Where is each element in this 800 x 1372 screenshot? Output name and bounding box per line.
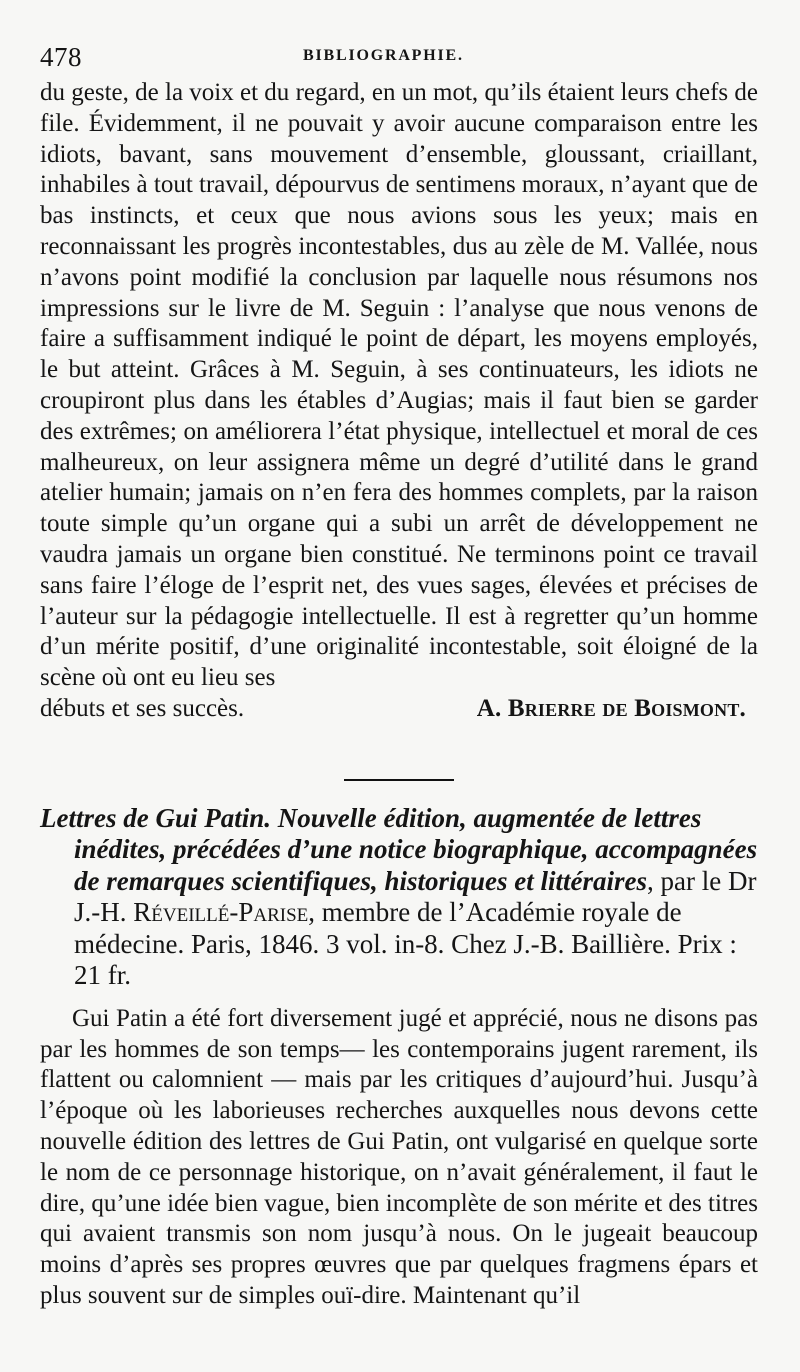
review-heading (40, 803, 758, 992)
review-title: Lettres de Gui Patin. Nouvelle édition, augmentée de lettres inédites, précédées d’une notice biographique, accompagnées de remarques scientifiques, historiques et littéraires (40, 802, 758, 896)
review-by-prefix: , par le Dr J.-H. (74, 865, 757, 928)
page-header (40, 34, 758, 78)
review-details: , membre de l’Académie royale de médecine. Paris, 1846. 3 vol. in-8. Chez J.-B. Baillière. Prix : 21 fr. (74, 897, 737, 991)
section-separator (344, 779, 454, 781)
page-number: 478 (40, 42, 82, 72)
article-signature-line (40, 694, 758, 725)
article-closing-words: débuts et ses succès. (40, 694, 245, 722)
review-author: Réveillé-Parise (133, 897, 309, 928)
continued-paragraph: du geste, de la voix et du regard, en un mot, qu’ils étaient leurs chefs de file. Évidemment, il ne pouvait y avoir aucune comparaison entre les idiots, bavant, sans mouvement d’ensemble, gloussant, criaillant, inhabiles à tout travail, dépourvus de sentimens moraux, n’ayant que de bas instincts, et ceux que nous avions sous les yeux; mais en reconnaissant les progrès incontestables, dus au zèle de M. Vallée, nous n’avons point modifié la conclusion par laquelle nous résumons nos impressions sur le livre de M. Seguin : l’analyse que nous venons de faire a suffisamment indiqué le point de départ, les moyens employés, le but atteint. Grâces à M. Seguin, à ses continuateurs, les idiots ne croupiront plus dans les étables d’Augias; mais il faut bien se garder des extrêmes; on améliorera l’état physique, intellectuel et moral de ces malheureux, on leur assignera même un degré d’utilité dans le grand atelier humain; jamais on n’en fera des hommes complets, par la raison toute simple qu’un organe qui a subi un arrêt de développement ne vaudra jamais un organe bien constitué. Ne terminons point ce travail sans faire l’éloge de l’esprit net, des vues sages, élevées et précises de l’auteur sur la pédagogie intellectuelle. Il est à regretter qu’un homme d’un mérite positif, d’une originalité incontestable, soit éloigné de la scène où ont eu lieu ses (40, 79, 758, 692)
review-body: Gui Patin a été fort diversement jugé et apprécié, nous ne disons pas par les hommes de son temps— les contemporains jugent rarement, ils flattent ou calomnient — mais par les critiques d’aujourd’hui. Jusqu’à l’époque où les laborieuses recherches auxquelles nous devons cette nouvelle édition des lettres de Gui Patin, ont vulgarisé en quelque sorte le nom de ce personnage historique, on n’avait généralement, il faut le dire, qu’une idée bien vague, bien incomplète de son mérite et des titres qui avaient transmis son nom jusqu’à nous. On le jugeait beaucoup moins d’après ses propres œuvres que par quelques fragmens épars et plus souvent sur de simples ouï-dire. Maintenant qu’il (40, 1004, 758, 1309)
article-signature: A. Brierre de Boismont. (476, 694, 746, 722)
running-title: BIBLIOGRAPHIE. (303, 47, 464, 64)
